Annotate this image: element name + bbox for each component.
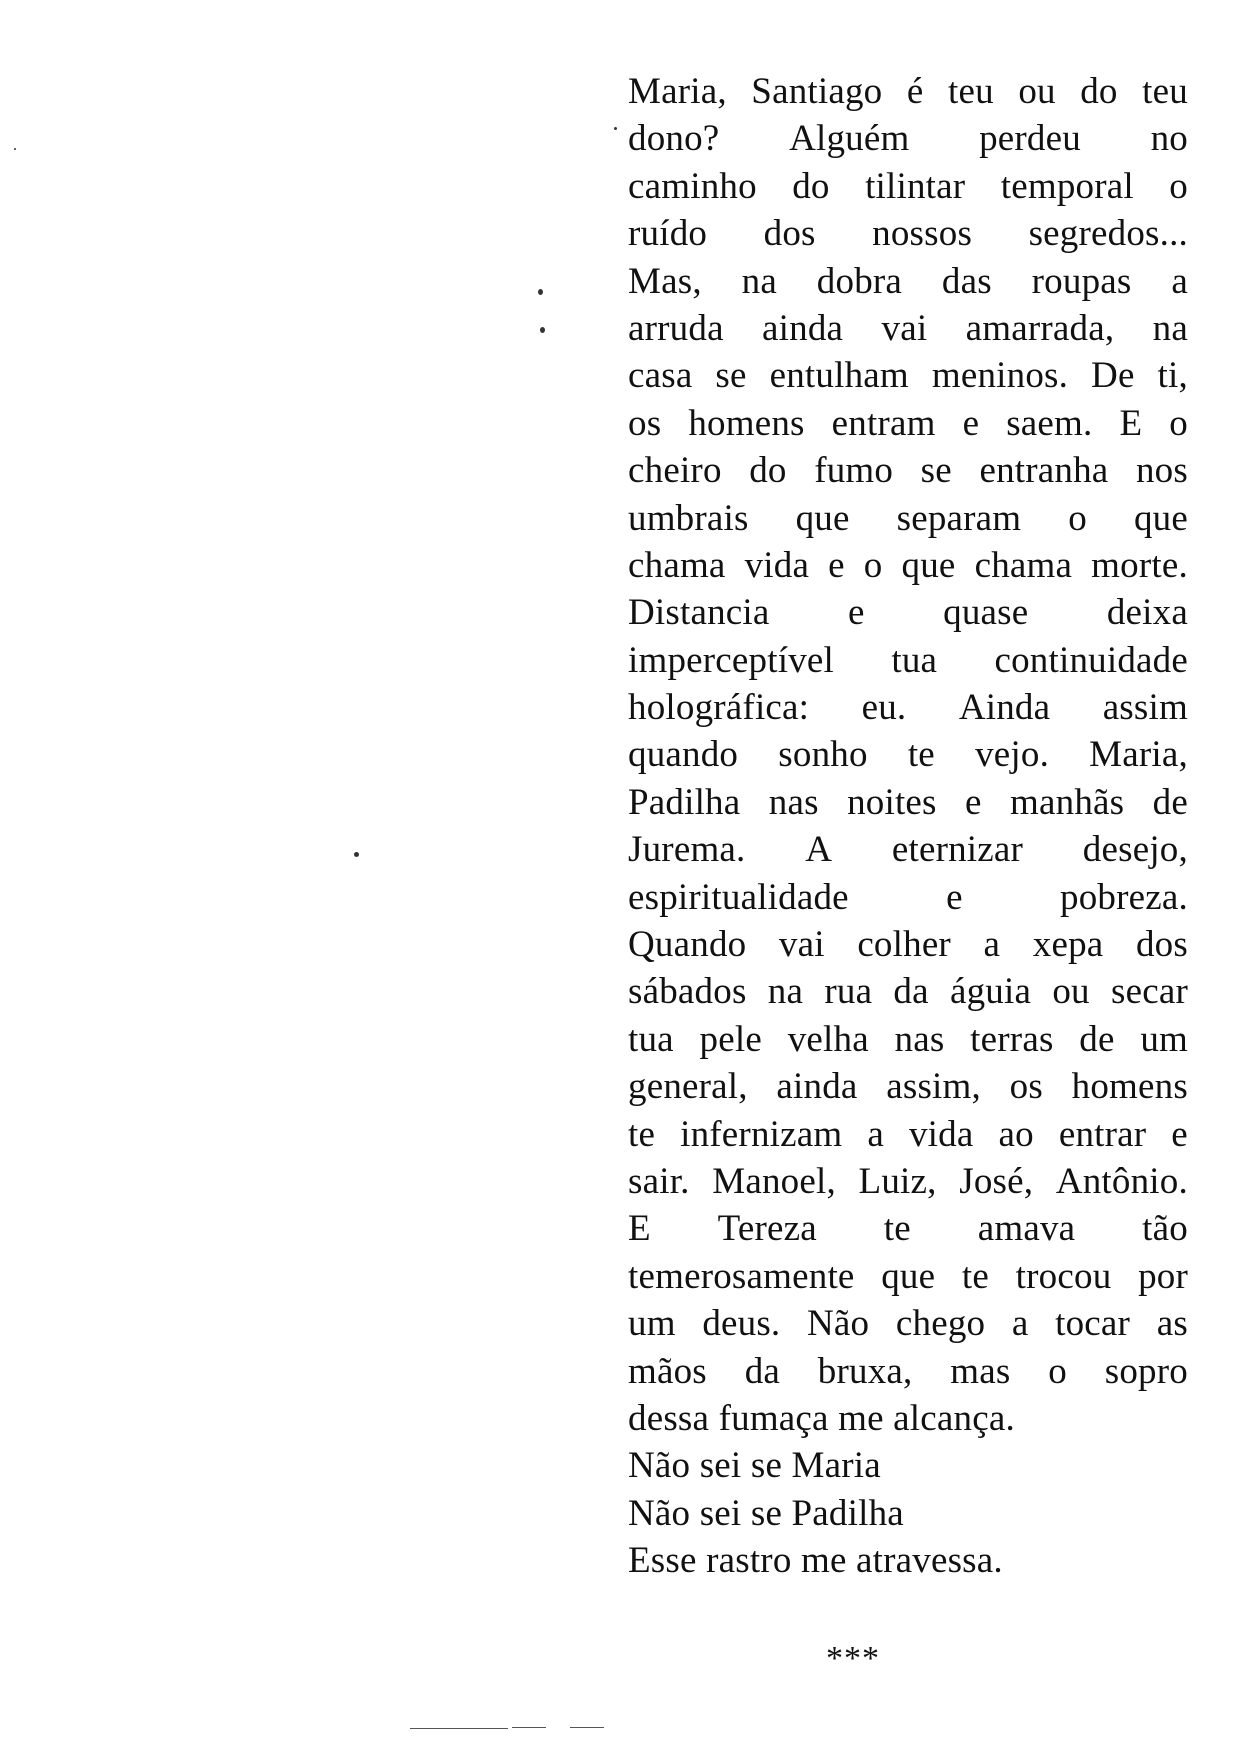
poem-word: Luiz, [858,1160,937,1202]
poem-word: e [1171,1113,1188,1155]
scan-line [512,1727,546,1728]
poem-word: nos [1135,450,1188,492]
poem-word: sair. [628,1160,690,1202]
poem-word: dono? [628,118,720,160]
poem-word: Ainda [958,687,1051,729]
scan-speck [614,127,617,130]
poem-word: umbrais [628,497,749,539]
poem-word: entranha [979,450,1109,492]
poem-line [628,258,1188,305]
poem-word: Jurema. [628,829,746,871]
poem-word: Distancia [628,592,770,634]
poem-word: morte. [1091,544,1188,586]
poem-word: cheiro [628,450,722,492]
poem-word: se [920,450,952,492]
poem-word: ou [1018,71,1056,112]
poem-word: Quando [628,924,747,966]
poem-word: ao [998,1113,1034,1155]
poem-word: Mas, [628,260,702,302]
poem-word: do [792,165,830,207]
poem-word: te [883,1208,911,1250]
poem-word: a [983,924,1001,966]
poem-word: Tereza [717,1208,817,1250]
poem-word: o [1068,497,1087,539]
poem-line [628,1253,1188,1300]
poem-word: homens [688,402,805,444]
poem-word: de [1152,781,1188,823]
poem-word: manhãs [1010,781,1125,823]
poem-word: ou [1052,971,1090,1013]
poem-line [628,495,1188,542]
poem-word: entrar [1058,1113,1147,1155]
poem-word: do [749,450,787,492]
poem-word: meninos. [931,355,1069,397]
poem-line [628,1063,1188,1110]
poem-word: E [628,1208,651,1250]
poem-word: velha [787,1018,869,1060]
poem-word: noites [847,781,937,823]
poem-word: deixa [1106,592,1188,634]
poem-line [628,589,1188,636]
poem-word: E [1119,402,1143,444]
poem-word: pobreza. [1060,876,1188,918]
poem-word: na [1152,307,1188,349]
poem-word: Não [807,1303,870,1345]
poem-word: chama [974,544,1073,586]
poem-word: teu [948,71,994,112]
poem-word: ainda [762,307,844,349]
poem-word: águia [949,971,1032,1013]
poem-line [628,637,1188,684]
poem-word: deus. [702,1303,781,1345]
poem-word: o [1169,165,1188,207]
poem-word: mãos [628,1350,707,1392]
poem-word: Santiago [751,71,883,112]
poem-word: Alguém [789,118,910,160]
poem-line [628,1300,1188,1347]
poem-word: e [946,876,963,918]
poem-line: Não sei se Maria [628,1445,881,1487]
poem-word: das [941,260,992,302]
poem-word: eternizar [891,829,1024,871]
poem-line [628,968,1188,1015]
poem-line [628,115,1188,162]
poem-word: do [1080,71,1118,112]
poem-word: sábados [628,971,747,1013]
scan-line [410,1728,508,1729]
poem-line [628,1205,1188,1252]
poem-word: homens [1071,1066,1188,1108]
poem-line [628,684,1188,731]
poem-line [628,542,1188,589]
poem-word: Maria, [1089,734,1188,776]
poem-word: saem. [1006,402,1093,444]
poem-word: amarrada, [965,307,1115,349]
poem-word: e [848,592,865,634]
poem-word: os [628,402,662,444]
poem-line [628,68,1188,115]
poem-word: espiritualidade [628,876,849,918]
poem-word: nas [894,1018,945,1060]
poem-word: o [1048,1350,1067,1392]
poem-word: que [881,1255,936,1297]
poem-word: a [867,1113,884,1155]
poem-word: entulham [769,355,909,397]
poem-word: a [1011,1303,1029,1345]
poem-word: eu. [861,687,907,729]
section-separator: *** [826,1640,880,1677]
poem-word: que [901,544,956,586]
poem-word: teu [1142,71,1188,112]
poem-word: temporal [1000,165,1134,207]
poem-word: é [906,71,924,112]
poem-word: o [863,544,883,586]
poem-word: tua [891,639,938,681]
poem-word: tilintar [865,165,966,207]
poem-word: caminho [628,165,757,207]
poem-word: general, [628,1066,748,1108]
poem-word: Padilha [628,781,741,823]
poem-word: se [715,355,747,397]
poem-word: a [1171,260,1188,302]
poem-word: tua [628,1018,674,1060]
poem-word: nas [768,781,819,823]
poem-word: vejo. [975,734,1050,776]
poem-word: na [767,971,804,1013]
poem-word: dos [763,213,816,255]
poem-line [628,352,1188,399]
poem-line [628,1348,1188,1395]
poem-word: xepa [1032,924,1104,966]
poem-word: quando [628,734,739,776]
poem-word: terras [970,1018,1054,1060]
poem-line [628,779,1188,826]
poem-line [628,447,1188,494]
poem-word: as [1156,1303,1188,1345]
poem-word: e [965,781,982,823]
poem-word: Antônio. [1055,1160,1188,1202]
poem-text-block [628,68,1188,1585]
poem-word: vida [908,1113,974,1155]
poem-word: ainda [776,1066,858,1108]
scan-line [570,1727,604,1728]
poem-word: De [1091,355,1135,397]
poem-word: um [1140,1018,1188,1060]
poem-word: entram [831,402,936,444]
poem-line: dessa fumaça me alcança. [628,1397,1015,1439]
poem-line: Não sei se Padilha [628,1492,904,1534]
poem-word: continuidade [994,639,1188,681]
poem-word: e [962,402,980,444]
poem-line [628,921,1188,968]
poem-word: arruda [628,307,724,349]
poem-word: colher [857,924,951,966]
poem-word: fumo [814,450,894,492]
poem-line: Esse rastro me atravessa. [628,1540,1003,1582]
poem-word: sopro [1104,1350,1188,1392]
poem-word: nossos [872,213,973,255]
poem-word: da [744,1350,781,1392]
poem-word: quase [943,592,1029,634]
poem-word: te [961,1255,990,1297]
poem-word: vai [881,307,928,349]
poem-word: tocar [1055,1303,1131,1345]
poem-word: trocou [1015,1255,1112,1297]
poem-word: sonho [778,734,868,776]
poem-word: imperceptível [628,639,835,681]
poem-word: ti, [1157,355,1188,397]
poem-word: chego [895,1303,986,1345]
poem-line [628,874,1188,921]
poem-word: de [1079,1018,1115,1060]
scan-speck [14,148,16,150]
poem-word: infernizam [680,1113,843,1155]
scan-speck [538,289,543,295]
poem-word: dobra [816,260,903,302]
poem-word: no [1150,118,1188,160]
poem-word: um [628,1303,676,1345]
poem-word: por [1138,1255,1188,1297]
poem-word: te [628,1113,656,1155]
poem-word: vai [778,924,825,966]
poem-line [628,826,1188,873]
poem-word: ruído [628,213,708,255]
poem-word: holográfica: [628,687,810,729]
poem-line [628,1111,1188,1158]
scan-speck [540,327,545,333]
poem-word: casa [628,355,693,397]
poem-word: rua [824,971,873,1013]
poem-word: secar [1110,971,1188,1013]
poem-word: da [893,971,929,1013]
poem-word: separam [896,497,1022,539]
poem-word: roupas [1031,260,1132,302]
poem-word: chama [628,544,726,586]
poem-word: Maria, [628,71,727,112]
scan-speck [354,852,359,857]
poem-line [628,163,1188,210]
poem-line [628,1158,1188,1205]
poem-word: que [795,497,850,539]
poem-line [628,400,1188,447]
poem-word: A [805,829,833,871]
poem-word: segredos... [1028,213,1188,255]
poem-word: perdeu [979,118,1081,160]
poem-word: bruxa, [817,1350,913,1392]
poem-word: que [1133,497,1188,539]
poem-word: mas [950,1350,1011,1392]
poem-word: temerosamente [628,1255,855,1297]
poem-word: te [907,734,935,776]
poem-word: assim [1102,687,1188,729]
poem-line [628,210,1188,257]
poem-word: pele [699,1018,762,1060]
poem-word: Manoel, [712,1160,836,1202]
poem-line [628,305,1188,352]
poem-word: assim, [886,1066,981,1108]
poem-word: tão [1142,1208,1188,1250]
poem-word: vida [744,544,810,586]
poem-word: e [828,544,845,586]
poem-word: o [1169,402,1188,444]
poem-word: amava [977,1208,1076,1250]
poem-word: na [741,260,777,302]
poem-word: desejo, [1082,829,1188,871]
poem-line [628,731,1188,778]
poem-word: os [1009,1066,1043,1108]
poem-word: José, [959,1160,1034,1202]
poem-line [628,1016,1188,1063]
poem-word: dos [1135,924,1188,966]
